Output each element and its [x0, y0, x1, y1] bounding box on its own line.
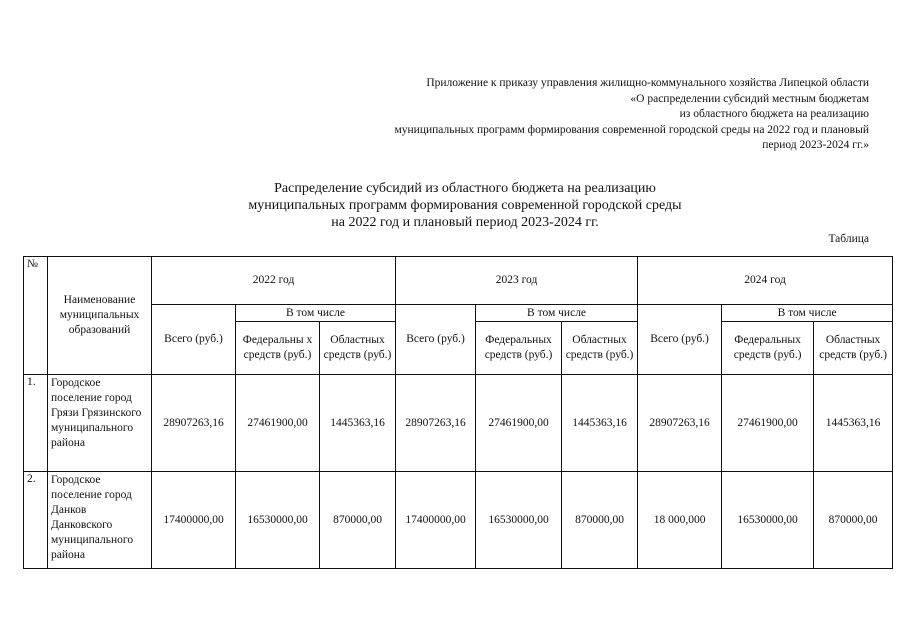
appendix-line: период 2023-2024 гг.»	[762, 139, 869, 152]
total-2023: 28907263,16	[396, 375, 476, 472]
total-header-2023: Всего (руб.)	[396, 305, 476, 375]
federal-2024: 16530000,00	[722, 472, 814, 569]
total-header-2022: Всего (руб.)	[152, 305, 236, 375]
subsidy-table	[23, 256, 893, 569]
total-2023: 17400000,00	[396, 472, 476, 569]
including-header-2022: В том числе	[236, 305, 396, 322]
municipality-name: Городское поселение город Данков Данковского муниципального района	[48, 472, 152, 569]
table-row	[24, 472, 893, 569]
name-header: Наименование муниципальных образований	[48, 257, 152, 375]
year-2024-header: 2024 год	[638, 257, 893, 305]
regional-2024: 1445363,16	[814, 375, 893, 472]
federal-header-2024: Федеральных средств (руб.)	[722, 322, 814, 375]
municipality-name: Городское поселение город Грязи Грязинского муниципального района	[48, 375, 152, 472]
year-2022-header: 2022 год	[152, 257, 396, 305]
federal-header-2022: Федеральны х средств (руб.)	[236, 322, 320, 375]
regional-header-2022: Областных средств (руб.)	[320, 322, 396, 375]
appendix-line: «О распределении субсидий местным бюджетам	[630, 92, 869, 105]
appendix-line: из областного бюджета на реализацию	[679, 108, 869, 121]
federal-2022: 27461900,00	[236, 375, 320, 472]
row-number: 1.	[24, 375, 48, 472]
federal-2024: 27461900,00	[722, 375, 814, 472]
including-header-2023: В том числе	[476, 305, 638, 322]
document-title	[160, 180, 770, 231]
row-number: 2.	[24, 472, 48, 569]
regional-2022: 870000,00	[320, 472, 396, 569]
appendix-note	[395, 76, 870, 154]
regional-2022: 1445363,16	[320, 375, 396, 472]
title-line: Распределение субсидий из областного бюджета на реализацию	[274, 181, 656, 196]
table-row	[24, 375, 893, 472]
total-2024: 28907263,16	[638, 375, 722, 472]
num-header: №	[24, 257, 48, 375]
header-row-years	[24, 257, 893, 305]
appendix-line: муниципальных программ формирования современной городской среды на 2022 год и плановый	[394, 123, 869, 136]
regional-header-2024: Областных средств (руб.)	[814, 322, 893, 375]
title-line: муниципальных программ формирования современной городской среды	[248, 198, 682, 213]
federal-2023: 27461900,00	[476, 375, 562, 472]
total-2024: 18 000,000	[638, 472, 722, 569]
year-2023-header: 2023 год	[396, 257, 638, 305]
total-2022: 28907263,16	[152, 375, 236, 472]
regional-2023: 1445363,16	[562, 375, 638, 472]
header-row-including	[24, 305, 893, 322]
total-2022: 17400000,00	[152, 472, 236, 569]
total-header-2024: Всего (руб.)	[638, 305, 722, 375]
table-label: Таблица	[828, 233, 869, 245]
including-header-2024: В том числе	[722, 305, 893, 322]
regional-2024: 870000,00	[814, 472, 893, 569]
federal-2022: 16530000,00	[236, 472, 320, 569]
federal-header-2023: Федеральных средств (руб.)	[476, 322, 562, 375]
regional-header-2023: Областных средств (руб.)	[562, 322, 638, 375]
appendix-line: Приложение к приказу управления жилищно-коммунального хозяйства Липецкой области	[426, 77, 869, 89]
federal-2023: 16530000,00	[476, 472, 562, 569]
title-line: на 2022 год и плановый период 2023-2024 гг.	[331, 215, 599, 230]
regional-2023: 870000,00	[562, 472, 638, 569]
